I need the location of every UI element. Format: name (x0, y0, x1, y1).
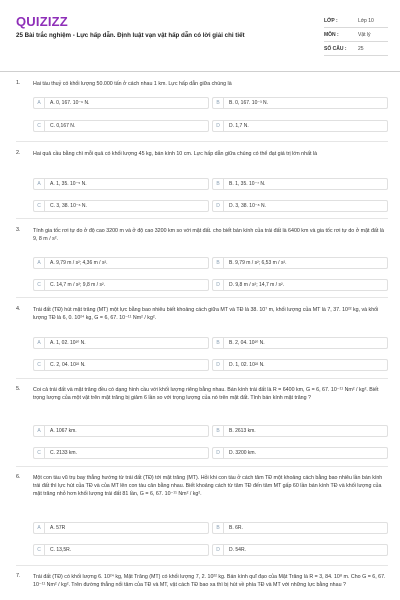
answer-option[interactable] (212, 447, 388, 459)
answer-option[interactable] (212, 359, 388, 371)
answer-option[interactable] (212, 120, 388, 132)
question-block (16, 80, 388, 142)
option-letter: B (213, 179, 224, 189)
option-letter: A (34, 98, 45, 108)
option-letter: B (213, 338, 224, 348)
option-letter: C (34, 121, 45, 131)
question-text: Trái đất (TĐ) hút mặt trăng (MT) một lực bằng bao nhiêu biết khoảng cách giữa MT và TĐ là 38. 10⁷ m, khối lượng của MT là 7, 37. 10²² kg, và khối lượng TĐ là 6, 0. 10²⁴ kg, G = 6, 67. 10⁻¹¹ Nm² / kg². (33, 307, 379, 322)
question-separator (16, 297, 388, 298)
answer-option[interactable] (212, 200, 388, 212)
question-number: 1. (16, 80, 21, 86)
option-letter: D (213, 121, 224, 131)
answer-option[interactable] (212, 178, 388, 190)
option-letter: C (34, 448, 45, 458)
answer-option[interactable] (212, 279, 388, 291)
answer-option[interactable] (33, 279, 209, 291)
answer-option[interactable] (33, 447, 209, 459)
answer-option[interactable] (33, 522, 209, 534)
option-text: C. 13,5R. (50, 547, 72, 553)
meta-value: 25 (358, 45, 364, 52)
option-letter: A (34, 523, 45, 533)
option-text: A. 1067 km. (50, 428, 77, 434)
option-text: B. 2613 km. (229, 428, 256, 434)
answer-option[interactable] (212, 97, 388, 109)
option-letter: C (34, 360, 45, 370)
question-number: 7. (16, 573, 21, 579)
worksheet-title: 25 Bài trắc nghiệm - Lực hấp dẫn. Định luật vạn vật hấp dẫn có lời giải chi tiết (16, 32, 245, 39)
meta-value: Vật lý (358, 31, 371, 38)
header-divider (0, 71, 400, 72)
option-text: B. 9,79 m / s²; 6,53 m / s². (229, 260, 287, 266)
option-text: D. 1, 02. 10²² N. (229, 362, 265, 368)
option-letter: D (213, 280, 224, 290)
option-text: C. 0,167 N. (50, 123, 76, 129)
option-letter: B (213, 426, 224, 436)
option-text: B. 0, 167. 10⁻³ N. (229, 100, 269, 106)
option-text: D. 1,7 N. (229, 123, 249, 129)
option-letter: A (34, 338, 45, 348)
question-text: Tính gia tốc rơi tự do ở độ cao 3200 m và ở độ cao 3200 km so với mặt đất. cho biết bán kính của trái đất là 6400 km và gia tốc rơi tự do ở mặt đất là 9, 8 m / s². (33, 228, 384, 243)
question-block (16, 386, 388, 466)
question-text: Hai quả cầu bằng chì mỗi quả có khối lượng 45 kg, bán kính 10 cm. Lực hấp dẫn giữa chúng có thể đạt giá trị lớn nhất là (33, 151, 318, 157)
question-block (16, 474, 388, 564)
answer-option[interactable] (33, 359, 209, 371)
option-letter: A (34, 179, 45, 189)
question-text: Hai tàu thuỷ có khối lượng 50.000 tấn ở cách nhau 1 km. Lực hấp dẫn giữa chúng là (33, 81, 232, 87)
meta-value: Lớp 10 (358, 17, 374, 24)
answer-option[interactable] (33, 257, 209, 269)
option-letter: B (213, 258, 224, 268)
option-text: A. 1, 02. 10²⁰ N. (50, 340, 86, 346)
option-text: D. 3, 38. 10⁻⁸ N. (229, 203, 266, 209)
option-text: A. 57R (50, 525, 66, 531)
answer-option[interactable] (33, 200, 209, 212)
quizizz-logo: QUIZIZZ (16, 14, 68, 29)
question-text: Trái đất (TĐ) có khối lượng 6. 10²⁴ kg, Mặt Trăng (MT) có khối lượng 7, 2. 10²² kg. Bán kính quĩ đạo của Mặt Trăng là R = 3, 84. 10⁸ m. Cho G = 6, 67. 10⁻¹¹ Nm² / kg². Trên đường thẳng nối tâm của TĐ và MT, vật cách TĐ bao xa thì bị hút về phía TĐ và MT với những lực bằng nhau ? (33, 574, 386, 589)
answer-option[interactable] (212, 337, 388, 349)
question-separator (16, 466, 388, 467)
option-text: B. 6R. (229, 525, 243, 531)
question-number: 4. (16, 306, 21, 312)
option-text: A. 9,79 m / s²; 4,36 m / s². (50, 260, 108, 266)
option-text: D. 9,8 m / s²; 14,7 m / s². (229, 282, 285, 288)
question-block (16, 150, 388, 218)
worksheet-header (0, 0, 400, 72)
question-number: 5. (16, 386, 21, 392)
question-number: 2. (16, 150, 21, 156)
meta-label: LỚP : (324, 17, 338, 24)
meta-row-class (324, 14, 388, 28)
option-letter: D (213, 201, 224, 211)
answer-option[interactable] (33, 97, 209, 109)
answer-option[interactable] (212, 257, 388, 269)
answer-option[interactable] (33, 425, 209, 437)
question-text: Coi cả trái đất và mặt trăng đều có dạng hình cầu với khối lượng riêng bằng nhau. Bán kính trái đất là R = 6400 km, G = 6, 67. 10⁻¹¹ Nm² / kg². Biết trọng lượng của một vật trên mặt trăng bị giảm 6 lần so với trọng lượng của nó trên mặt đất. Tính bán kính mặt trăng ? (33, 387, 379, 402)
question-separator (16, 565, 388, 566)
option-letter: A (34, 258, 45, 268)
option-letter: C (34, 280, 45, 290)
answer-option[interactable] (33, 544, 209, 556)
question-separator (16, 218, 388, 219)
option-letter: C (34, 201, 45, 211)
question-number: 3. (16, 227, 21, 233)
option-letter: C (34, 545, 45, 555)
answer-option[interactable] (33, 120, 209, 132)
option-letter: D (213, 448, 224, 458)
question-block (16, 573, 388, 600)
option-text: A. 0, 167. 10⁻⁶ N. (50, 100, 90, 106)
meta-row-subject (324, 28, 388, 42)
option-letter: D (213, 360, 224, 370)
question-separator (16, 378, 388, 379)
option-letter: A (34, 426, 45, 436)
meta-row-count (324, 42, 388, 56)
option-text: A. 1, 35. 10⁻⁵ N. (50, 181, 87, 187)
answer-option[interactable] (212, 522, 388, 534)
option-text: C. 3, 38. 10⁻⁶ N. (50, 203, 87, 209)
option-text: D. 3200 km. (229, 450, 256, 456)
worksheet-meta (324, 14, 388, 56)
option-letter: B (213, 98, 224, 108)
option-text: C. 2, 04. 10²² N. (50, 362, 86, 368)
option-text: B. 2, 04. 10²⁰ N. (229, 340, 265, 346)
answer-option[interactable] (33, 178, 209, 190)
option-text: C. 14,7 m / s²; 9,8 m / s². (50, 282, 106, 288)
meta-label: SỐ CÂU : (324, 45, 347, 52)
question-block (16, 306, 388, 378)
option-text: C. 2133 km. (50, 450, 77, 456)
answer-option[interactable] (212, 544, 388, 556)
option-letter: D (213, 545, 224, 555)
question-text: Một con tàu vũ trụ bay thẳng hướng từ trái đất (TĐ) tới mặt trăng (MT). Hỏi khi con tàu ở cách tâm TĐ một khoảng cách bằng bao nhiêu lần bán kính trái đất thì lực hút của TĐ và của MT lên con tàu cân bằng nhau. Biết khoảng cách từ tâm TĐ đến tâm MT gấp 60 lần bán kính TĐ và khối lượng của mặt trăng nhỏ hơn khối lượng trái đất 81 lần, G = 6, 67. 10⁻¹¹ Nm² / kg². (33, 475, 383, 498)
option-letter: B (213, 523, 224, 533)
meta-label: MÔN : (324, 31, 339, 38)
question-block (16, 227, 388, 297)
answer-option[interactable] (212, 425, 388, 437)
option-text: D. 54R. (229, 547, 246, 553)
option-text: B. 1, 35. 10⁻⁷ N. (229, 181, 266, 187)
answer-option[interactable] (33, 337, 209, 349)
question-separator (16, 141, 388, 142)
question-number: 6. (16, 474, 21, 480)
